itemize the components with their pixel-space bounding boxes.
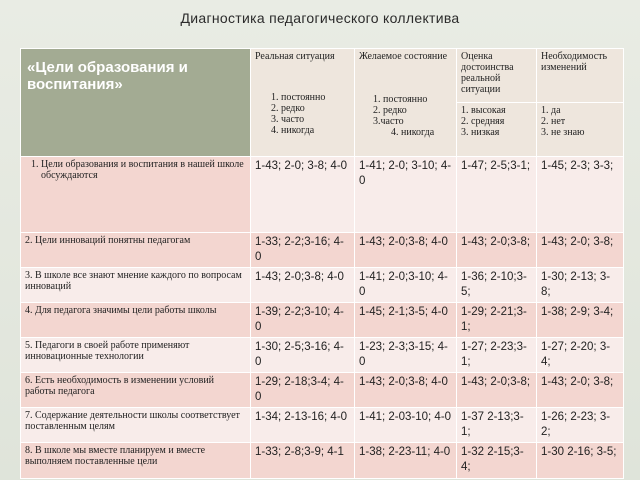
table-row	[21, 373, 624, 408]
cell-desired: 1-43; 2-0;3-8; 4-0	[355, 373, 457, 408]
option: 1. постоянно	[373, 94, 428, 105]
cell-desired: 1-45; 2-1;3-5; 4-0	[355, 303, 457, 338]
diagnostics-table	[20, 48, 624, 479]
cell-assessment: 1-43; 2-0;3-8;	[457, 233, 537, 268]
option: 3. низкая	[461, 127, 500, 138]
option: 1. постоянно	[281, 92, 350, 103]
cell-real: 1-29; 2-18;3-4; 4-0	[251, 373, 355, 408]
row-label	[21, 157, 251, 233]
cell-real: 1-43; 2-0; 3-8; 4-0	[251, 157, 355, 233]
cell-changes: 1-38; 2-9; 3-4;	[537, 303, 624, 338]
cell-changes: 1-30; 2-13; 3-8;	[537, 268, 624, 303]
option: 4. никогда	[391, 127, 435, 138]
column-header-desired	[355, 49, 457, 157]
table-corner-header	[21, 49, 251, 157]
option: 2. нет	[541, 116, 566, 127]
option: 3. часто	[281, 114, 350, 125]
column-title: Необходимость изменений	[541, 51, 608, 73]
cell-assessment: 1-36; 2-10;3-5;	[457, 268, 537, 303]
cell-real: 1-43; 2-0;3-8; 4-0	[251, 268, 355, 303]
cell-real: 1-30; 2-5;3-16; 4-0	[251, 338, 355, 373]
option: 2. редко	[281, 103, 350, 114]
cell-real: 1-39; 2-2;3-10; 4-0	[251, 303, 355, 338]
column-title: Оценка достоинства реальной ситуации	[461, 51, 514, 95]
column-title: Реальная ситуация	[255, 51, 335, 62]
option: 3.часто	[373, 116, 404, 127]
option: 2. редко	[373, 105, 407, 116]
column-header-real	[251, 49, 355, 157]
table-row	[21, 233, 624, 268]
cell-assessment: 1-37 2-13;3-1;	[457, 408, 537, 443]
cell-changes: 1-27; 2-20; 3-4;	[537, 338, 624, 373]
cell-changes: 1-43; 2-0; 3-8;	[537, 233, 624, 268]
row-label: 7. Содержание деятельности школы соответствует поставленным целям	[21, 408, 251, 443]
column-title: Желаемое состояние	[359, 51, 448, 62]
assessment-options	[457, 103, 537, 157]
row-label: 6. Есть необходимость в изменении условий работы педагога	[21, 373, 251, 408]
table-row	[21, 157, 624, 233]
table-row	[21, 443, 624, 479]
row-label: 8. В школе мы вместе планируем и вместе выполняем поставленные цели	[21, 443, 251, 479]
cell-real: 1-34; 2-13-16; 4-0	[251, 408, 355, 443]
row-label-text: 1. Цели образования и воспитания в нашей школе обсуждаются	[41, 159, 246, 181]
cell-changes: 1-26; 2-23; 3-2;	[537, 408, 624, 443]
cell-assessment: 1-43; 2-0;3-8;	[457, 373, 537, 408]
column-header-changes	[537, 49, 624, 103]
cell-desired: 1-23; 2-3;3-15; 4-0	[355, 338, 457, 373]
column-header-assessment	[457, 49, 537, 103]
row-label: 2. Цели инноваций понятны педагогам	[21, 233, 251, 268]
cell-desired: 1-41; 2-0;3-10; 4-0	[355, 268, 457, 303]
option: 4. никогда	[281, 125, 350, 136]
cell-assessment: 1-32 2-15;3-4;	[457, 443, 537, 479]
cell-changes: 1-43; 2-0; 3-8;	[537, 373, 624, 408]
cell-desired: 1-38; 2-23-11; 4-0	[355, 443, 457, 479]
row-label: 3. В школе все знают мнение каждого по вопросам инноваций	[21, 268, 251, 303]
cell-real: 1-33; 2-2;3-16; 4-0	[251, 233, 355, 268]
table-row	[21, 268, 624, 303]
options-list	[255, 92, 350, 136]
cell-assessment: 1-27; 2-23;3-1;	[457, 338, 537, 373]
cell-real: 1-33; 2-8;3-9; 4-1	[251, 443, 355, 479]
page-title: Диагностика педагогического коллектива	[180, 10, 460, 26]
table-row	[21, 408, 624, 443]
cell-desired: 1-41; 2-0; 3-10; 4-0	[355, 157, 457, 233]
cell-assessment: 1-47; 2-5;3-1;	[457, 157, 537, 233]
cell-desired: 1-43; 2-0;3-8; 4-0	[355, 233, 457, 268]
option: 1. да	[541, 105, 561, 116]
corner-label: «Цели образования и воспитания»	[27, 59, 188, 93]
option: 2. средняя	[461, 116, 505, 127]
cell-desired: 1-41; 2-03-10; 4-0	[355, 408, 457, 443]
cell-changes: 1-30 2-16; 3-5;	[537, 443, 624, 479]
row-label: 5. Педагоги в своей работе применяют инновационные технологии	[21, 338, 251, 373]
table-row	[21, 338, 624, 373]
cell-changes: 1-45; 2-3; 3-3;	[537, 157, 624, 233]
option: 3. не знаю	[541, 127, 585, 138]
changes-options	[537, 103, 624, 157]
option: 1. высокая	[461, 105, 506, 116]
table-row	[21, 303, 624, 338]
cell-assessment: 1-29; 2-21;3-1;	[457, 303, 537, 338]
row-label: 4. Для педагога значимы цели работы школы	[21, 303, 251, 338]
